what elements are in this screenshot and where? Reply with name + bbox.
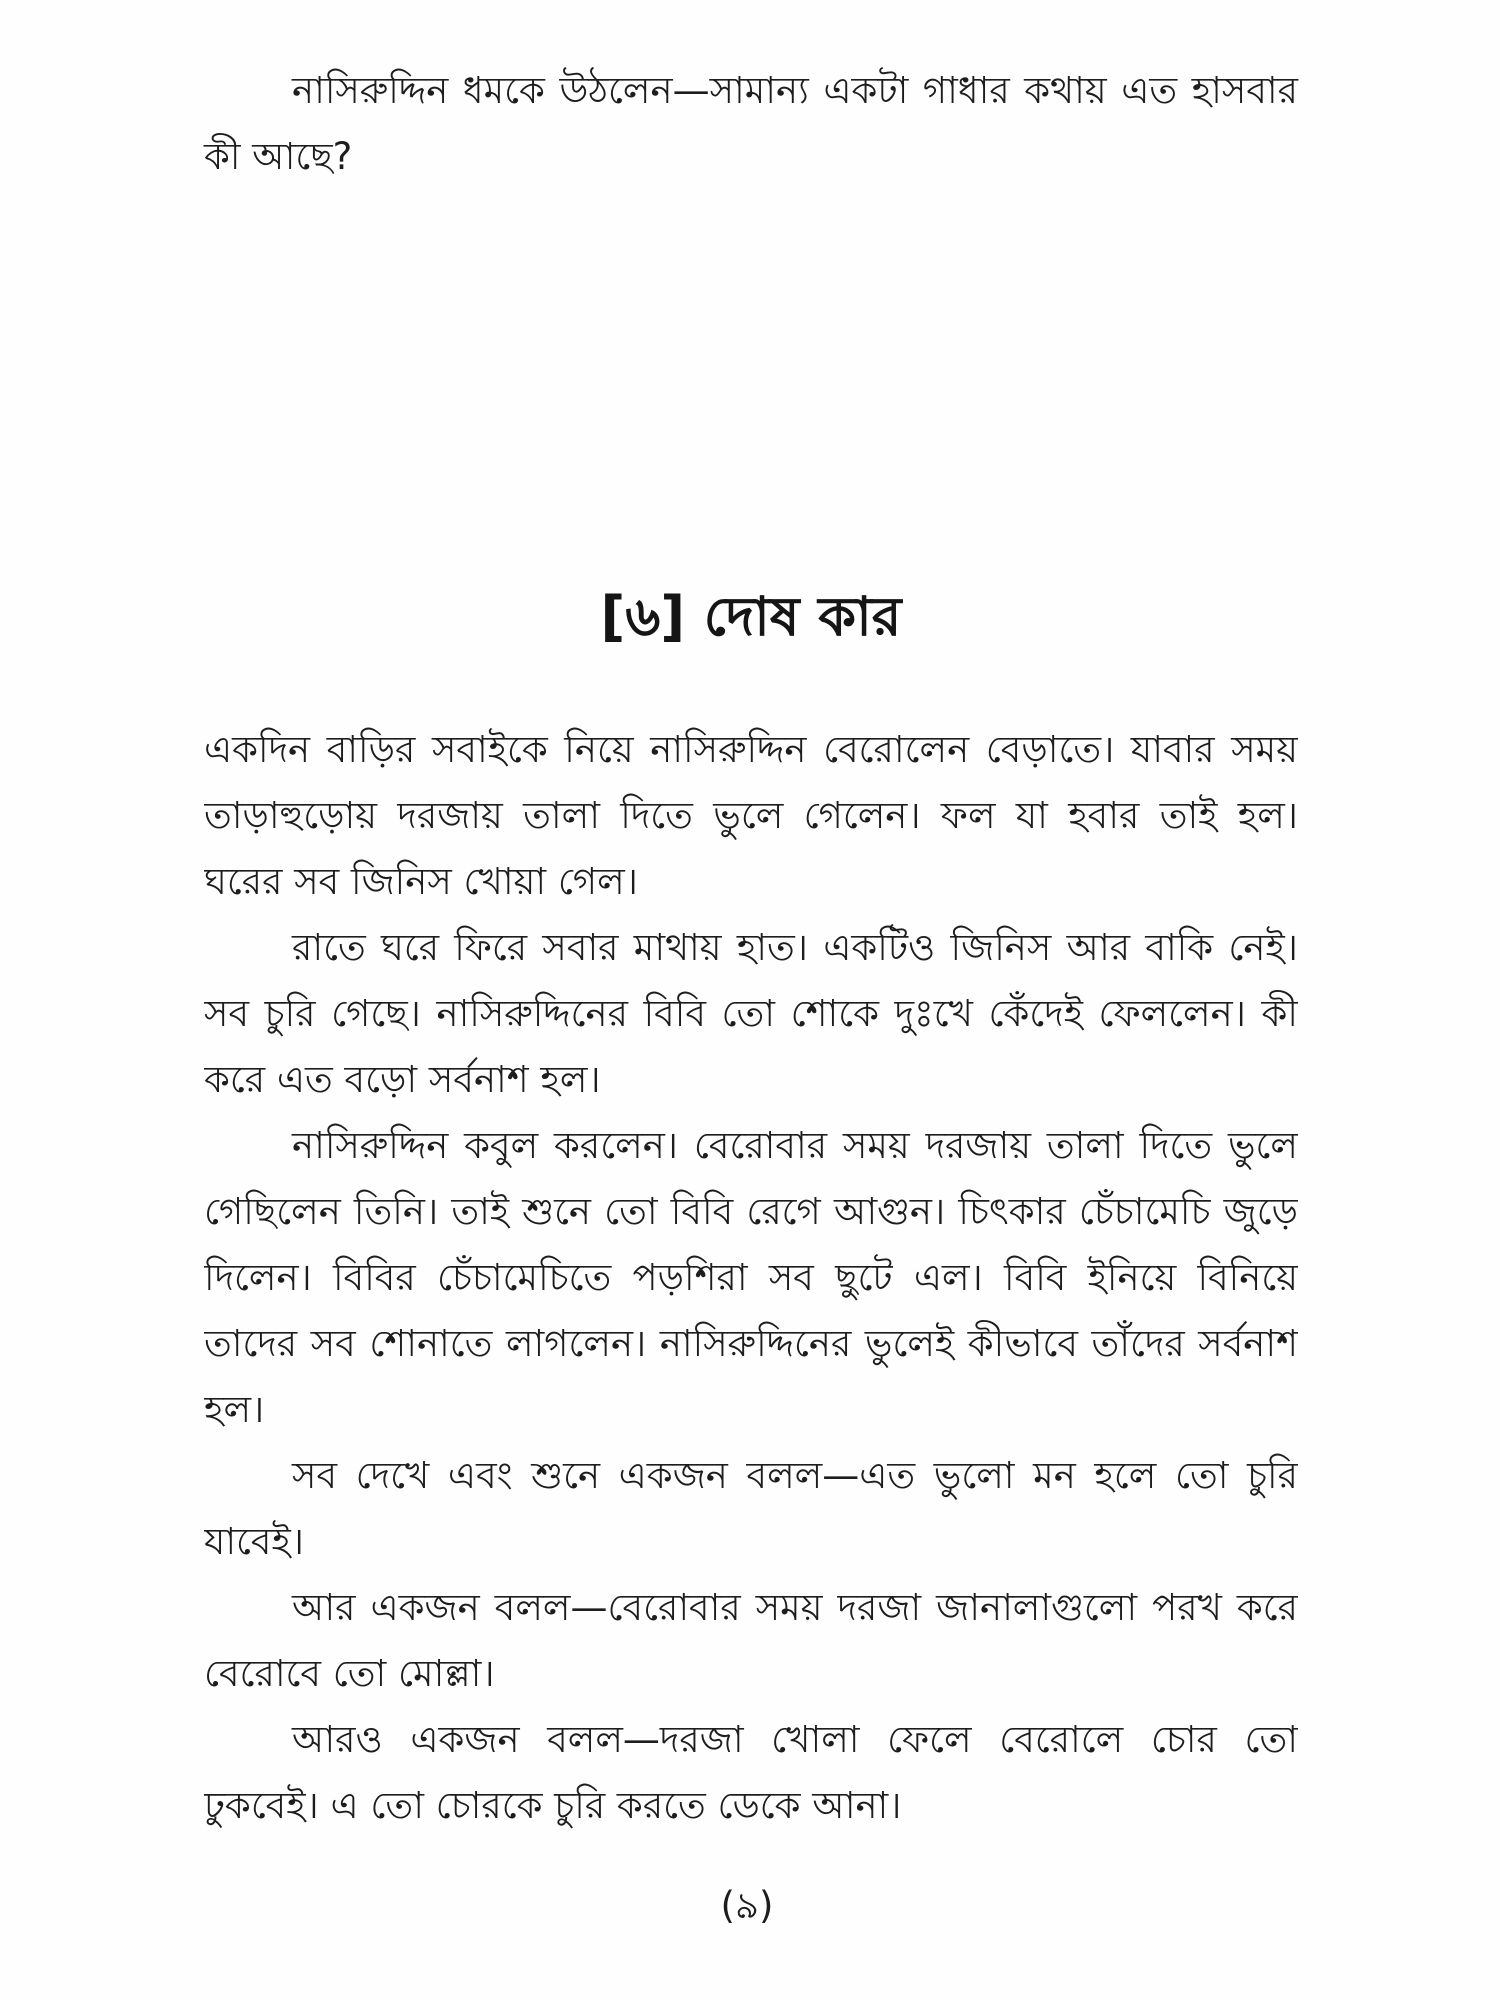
- story-paragraph-6: আরও একজন বলল—দরজা খোলা ফেলে বেরোলে চোর তো ঢুকবেই। এ তো চোরকে চুরি করতে ডেকে আনা।: [204, 1718, 1298, 1827]
- page-number: (৯): [720, 1884, 774, 1927]
- story-paragraph-2: রাতে ঘরে ফিরে সবার মাথায় হাত। একটিও জিনিস আর বাকি নেই। সব চুরি গেছে। নাসিরুদ্দিনের বিবি তো শোকে দুঃখে কেঁদেই ফেললেন। কী করে এত বড়ো সর্বনাশ হল।: [204, 926, 1298, 1101]
- continued-text-block: [204, 58, 1298, 190]
- continued-paragraph: নাসিরুদ্দিন ধমকে উঠলেন—সামান্য একটা গাধার কথায় এত হাসবার কী আছে?: [204, 69, 1298, 178]
- story-paragraph-3: নাসিরুদ্দিন কবুল করলেন। বেরোবার সময় দরজায় তালা দিতে ভুলে গেছিলেন তিনি। তাই শুনে তো বিবি রেগে আগুন। চিৎকার চেঁচামেচি জুড়ে দিলেন। বিবির চেঁচামেচিতে পড়শিরা সব ছুটে এল। বিবি ইনিয়ে বিনিয়ে তাদের সব শোনাতে লাগলেন। নাসিরুদ্দিনের ভুলেই কীভাবে তাঁদের সর্বনাশ হল।: [204, 1124, 1298, 1431]
- story-paragraph-1: একদিন বাড়ির সবাইকে নিয়ে নাসিরুদ্দিন বেরোলেন বেড়াতে। যাবার সময় তাড়াহুড়োয় দরজায় তালা দিতে ভুলে গেলেন। ফল যা হবার তাই হল। ঘরের সব জিনিস খোয়া গেল।: [204, 728, 1298, 903]
- story-heading: [৬] দোষ কার: [600, 585, 902, 648]
- story-paragraph-5: আর একজন বলল—বেরোবার সময় দরজা জানালাগুলো পরখ করে বেরোবে তো মোল্লা।: [204, 1586, 1298, 1695]
- story-body: [204, 717, 1298, 1839]
- story-paragraph-4: সব দেখে এবং শুনে একজন বলল—এত ভুলো মন হলে তো চুরি যাবেই।: [204, 1454, 1298, 1563]
